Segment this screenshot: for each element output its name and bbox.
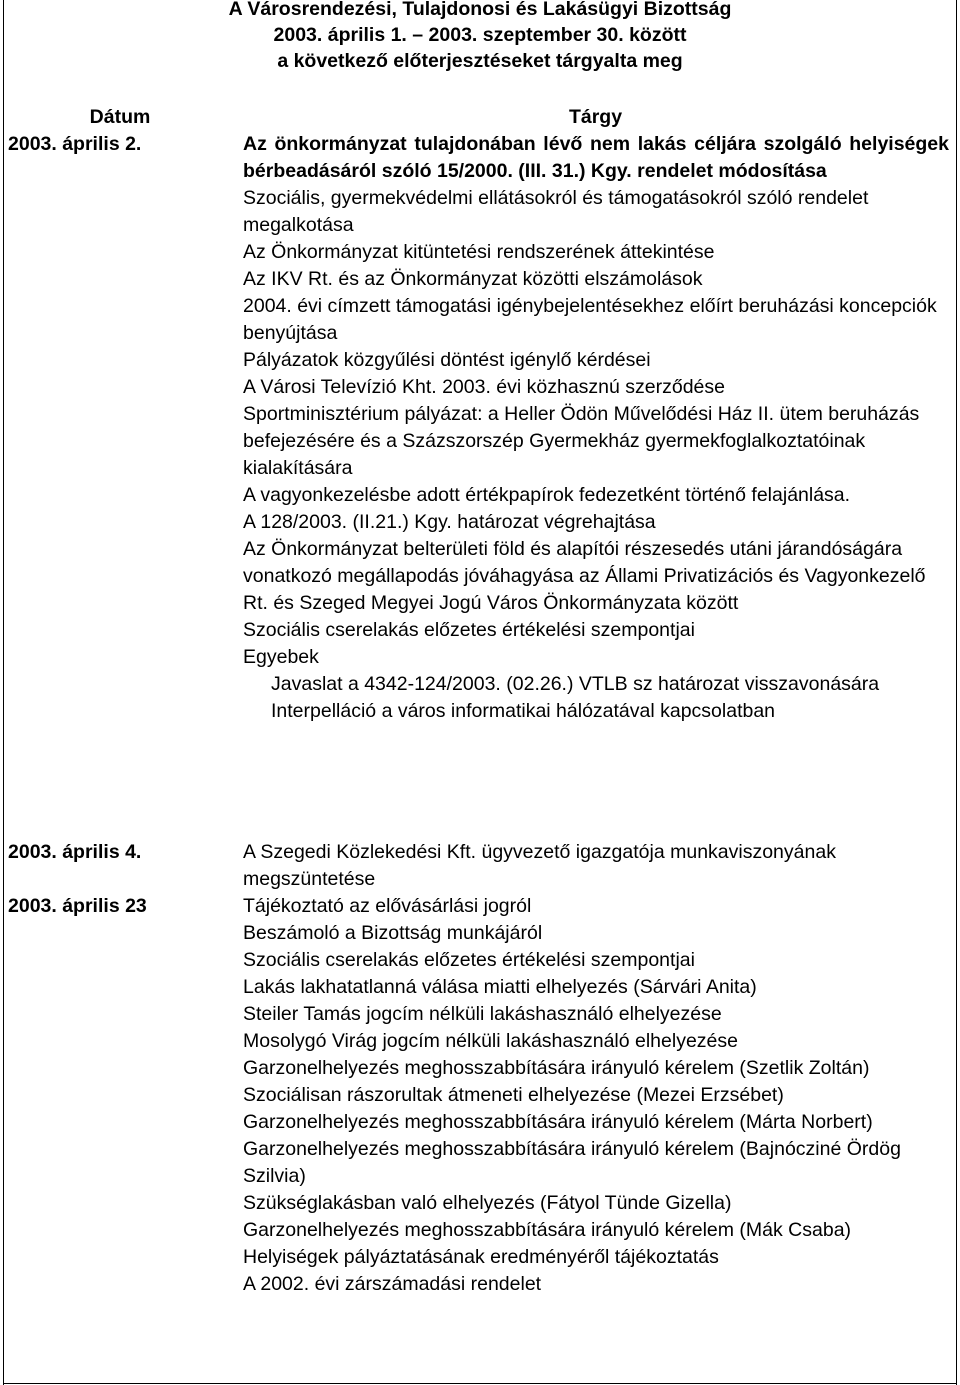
- table-border-right: [956, 0, 957, 1385]
- agenda-item: Helyiségek pályáztatásának eredményéről tájékoztatás: [243, 1246, 719, 1268]
- row-date: 2003. április 23: [8, 895, 147, 917]
- agenda-item: A 2002. évi zárszámadási rendelet: [243, 1273, 542, 1295]
- agenda-item: Beszámoló a Bizottság munkájáról: [243, 922, 543, 944]
- column-header-subject: Tárgy: [568, 106, 623, 128]
- document-title: [0, 0, 960, 74]
- agenda-item: Mosolygó Virág jogcím nélküli lakáshasználó elhelyezése: [243, 1030, 738, 1052]
- agenda-item: Garzonelhelyezés meghosszabbítására irányuló kérelem (Márta Norbert): [243, 1111, 873, 1133]
- agenda-item: Javaslat a 4342-124/2003. (02.26.) VTLB sz határozat visszavonására: [271, 673, 880, 695]
- agenda-item: Szociális, gyermekvédelmi ellátásokról és támogatásokról szóló rendelet megalkotása: [243, 187, 869, 236]
- table-border-left: [3, 0, 4, 1385]
- agenda-item: Tájékoztató az elővásárlási jogról: [243, 895, 532, 917]
- agenda-item: Interpelláció a város informatikai hálózatával kapcsolatban: [271, 700, 776, 722]
- agenda-item: Sportminisztérium pályázat: a Heller Ödön Művelődési Ház II. ütem beruházás befejezésére és a Százszorszép Gyermekház gyermekfoglalkoztatóinak kialakítására: [243, 403, 920, 479]
- agenda-item: Lakás lakhatatlanná válása miatti elhelyezés (Sárvári Anita): [243, 976, 757, 998]
- agenda-item: Szociális cserelakás előzetes értékelési szempontjai: [243, 619, 695, 641]
- agenda-item: Az Önkormányzat belterületi föld és alapítói részesedés utáni járandóságára vonatkozó megállapodás jóváhagyása az Állami Privatizációs és Vagyonkezelő Rt. és Szeged Megyei Jogú Város Önkormányzata között: [243, 538, 926, 614]
- agenda-item: Az IKV Rt. és az Önkormányzat közötti elszámolások: [243, 268, 703, 290]
- row-subjects: [243, 131, 949, 725]
- row-date: 2003. április 4.: [8, 841, 142, 863]
- agenda-item: Egyebek: [243, 646, 319, 668]
- title-line-2: 2003. április 1. – 2003. szeptember 30. között: [273, 24, 687, 46]
- agenda-item: Garzonelhelyezés meghosszabbítására irányuló kérelem (Szetlik Zoltán): [243, 1057, 870, 1079]
- agenda-item: A 128/2003. (II.21.) Kgy. határozat végrehajtása: [243, 511, 656, 533]
- agenda-item: Szociális cserelakás előzetes értékelési szempontjai: [243, 949, 695, 971]
- column-header-date: Dátum: [89, 106, 151, 128]
- agenda-item: 2004. évi címzett támogatási igénybejelentésekhez előírt beruházási koncepciók benyújtása: [243, 295, 937, 344]
- agenda-item: Szociálisan rászorultak átmeneti elhelyezése (Mezei Erzsébet): [243, 1084, 784, 1106]
- agenda-item: Garzonelhelyezés meghosszabbítására irányuló kérelem (Mák Csaba): [243, 1219, 852, 1241]
- agenda-item: Garzonelhelyezés meghosszabbítására irányuló kérelem (Bajnócziné Ördög Szilvia): [243, 1138, 901, 1187]
- title-line-3: a következő előterjesztéseket tárgyalta meg: [277, 50, 683, 72]
- row-date: 2003. április 2.: [8, 133, 142, 155]
- agenda-item: A Szegedi Közlekedési Kft. ügyvezető igazgatója munkaviszonyának megszüntetése: [243, 841, 836, 890]
- agenda-item: Steiler Tamás jogcím nélküli lakáshasználó elhelyezése: [243, 1003, 722, 1025]
- agenda-item: Az önkormányzat tulajdonában lévő nem lakás céljára szolgáló helyiségek bérbeadásáról szóló 15/2000. (III. 31.) Kgy. rendelet módosítása: [243, 133, 949, 182]
- agenda-item: Az Önkormányzat kitüntetési rendszerének áttekintése: [243, 241, 715, 263]
- row-subjects: [243, 893, 949, 1298]
- agenda-item: Szükséglakásban való elhelyezés (Fátyol Tünde Gizella): [243, 1192, 732, 1214]
- agenda-item: Pályázatok közgyűlési döntést igénylő kérdései: [243, 349, 651, 371]
- agenda-item: A Városi Televízió Kht. 2003. évi közhasznú szerződése: [243, 376, 725, 398]
- title-line-1: A Városrendezési, Tulajdonosi és Lakásügyi Bizottság: [228, 0, 732, 20]
- table-border-bottom: [3, 1383, 957, 1384]
- row-subjects: [243, 839, 949, 893]
- agenda-item: A vagyonkezelésbe adott értékpapírok fedezetként történő felajánlása.: [243, 484, 851, 506]
